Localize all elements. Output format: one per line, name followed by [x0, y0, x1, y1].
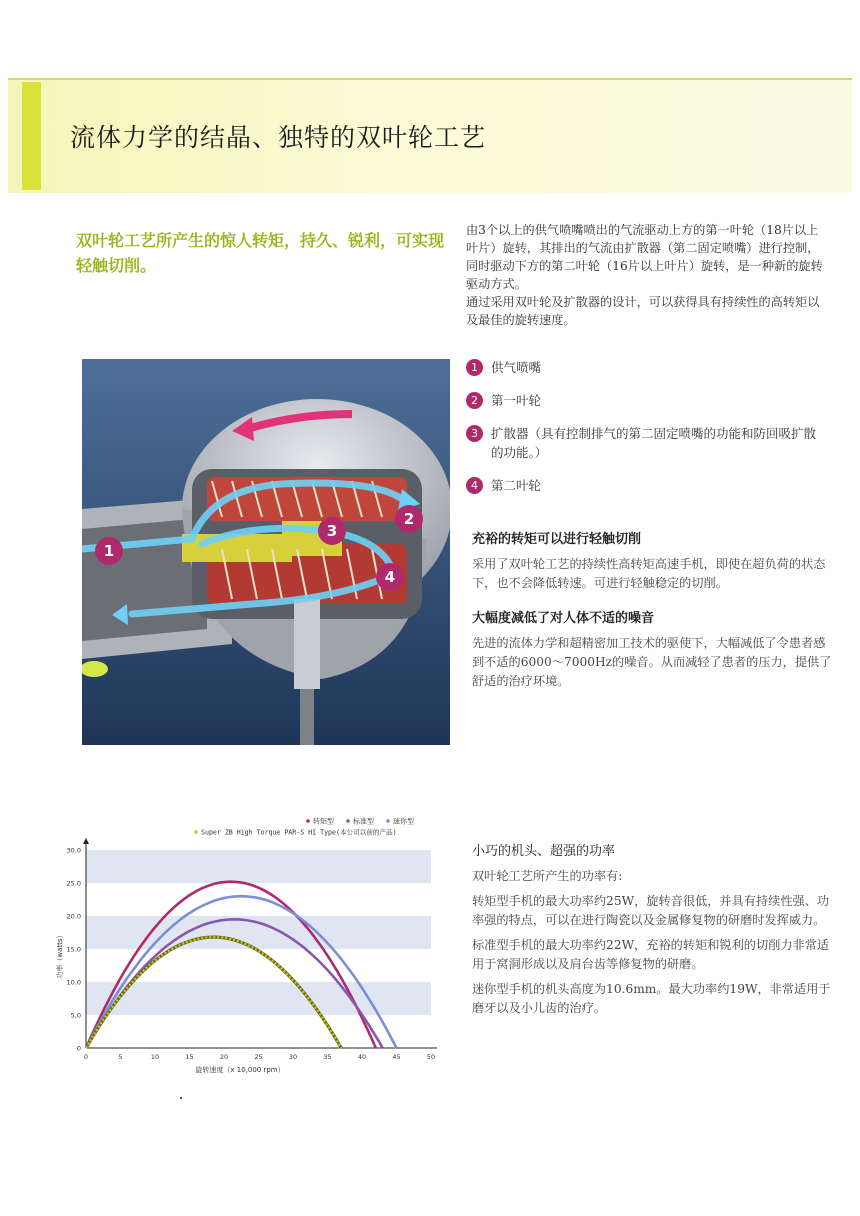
x-tick-label: 25: [254, 1053, 263, 1061]
y-tick-label: 15.0: [66, 945, 81, 954]
legend-item: [466, 358, 826, 377]
section-title: 充裕的转矩可以进行轻触切削: [472, 532, 642, 547]
section-body: 转矩型手机的最大功率约25W，旋转音很低，并具有持续性强、功率强的特点，可以在进行陶瓷以及金属修复物的研磨时发挥威力。: [472, 894, 830, 927]
number-badge: 4: [466, 477, 483, 494]
torque-section: [472, 528, 832, 593]
legend-text: 扩散器（具有控制排气的第二固定喷嘴的功能和防回吸扩散的功能。）: [491, 426, 817, 460]
intro-paragraph-1: 由3个以上的供气喷嘴喷出的气流驱动上方的第一叶轮（18片以上叶片）旋转，其排出的气流由扩散器（第二固定喷嘴）进行控制，同时驱动下方的第二叶轮（16片以上叶片）旋转，是一种新的旋转驱动方式。: [466, 223, 823, 291]
legend-dot: [346, 819, 350, 823]
section-body: 迷你型手机的机头高度为10.6mm。最大功率约19W，非常适用于磨牙以及小儿齿的治疗。: [472, 982, 831, 1015]
y-tick-label: 0: [76, 1044, 81, 1053]
x-tick-label: 35: [323, 1053, 332, 1061]
y-tick-label: 10.0: [66, 978, 81, 987]
x-tick-label: 15: [185, 1053, 194, 1061]
number-badge: 2: [466, 392, 483, 409]
y-tick-label: 5.0: [70, 1011, 81, 1020]
x-tick-label: 45: [392, 1053, 401, 1061]
y-tick-label: 25.0: [66, 879, 81, 888]
parts-legend: [466, 358, 826, 509]
legend-item: [466, 391, 826, 410]
power-section: [472, 840, 832, 1018]
x-tick-label: 40: [357, 1053, 367, 1061]
x-tick-label: 30: [288, 1053, 298, 1061]
legend-dot: [306, 819, 310, 823]
page-title: 流体力学的结晶、独特的双叶轮工艺: [70, 123, 487, 152]
section-title: 小巧的机头、超强的功率: [472, 844, 616, 859]
intro-paragraph-2: 通过采用双叶轮及扩散器的设计，可以获得具有持续性的高转矩以及最佳的旋转速度。: [466, 295, 820, 327]
legend-text: 供气喷嘴: [491, 360, 542, 375]
legend-text: 第二叶轮: [491, 478, 542, 493]
x-tick-label: 10: [150, 1053, 160, 1061]
y-tick-label: 20.0: [66, 912, 81, 921]
scan-speck: [180, 1097, 182, 1099]
y-axis-label: 功率（watts）: [56, 931, 64, 979]
y-tick-label: 30.0: [66, 846, 81, 855]
number-badge: 3: [466, 425, 483, 442]
x-tick-label: 20: [219, 1053, 229, 1061]
legend-text: 第一叶轮: [491, 393, 542, 408]
series-line-torque: [86, 882, 376, 1048]
x-axis-label: 旋转速度（x 10,000 rpm）: [195, 1066, 285, 1074]
x-tick-label: 0: [83, 1053, 89, 1061]
photo-label-1: 1: [103, 542, 115, 560]
headline: 双叶轮工艺所产生的惊人转矩，持久、锐利，可实现轻触切削。: [76, 231, 445, 275]
x-tick-label: 50: [426, 1053, 436, 1061]
power-curve-chart: [50, 810, 450, 1080]
section-body: 双叶轮工艺所产生的功率有:: [472, 869, 623, 883]
photo-label-3: 3: [326, 522, 338, 540]
grid-band: [86, 916, 431, 949]
legend-dot: [386, 819, 390, 823]
x-tick-label: 5: [118, 1053, 123, 1061]
legend-item: [466, 476, 826, 495]
handpiece-cutaway-image: [82, 359, 450, 745]
noise-section: [472, 607, 832, 691]
section-body: 采用了双叶轮工艺的持续性高转矩高速手机，即使在超负荷的状态下，也不会降低转速。可进行轻触稳定的切削。: [472, 557, 826, 590]
legend-dot: [194, 830, 198, 834]
legend-label: Super ZB High Torque PAR-S HI Type(本公司以前的产品): [201, 828, 397, 837]
photo-label-2: 2: [403, 510, 415, 528]
legend-label: 转矩型: [313, 817, 334, 826]
legend-label: 迷你型: [393, 817, 414, 826]
grid-band: [86, 850, 431, 883]
intro-text: [466, 221, 826, 329]
section-body: 标准型手机的最大功率约22W，充裕的转矩和锐利的切削力非常适用于窝洞形成以及肩台齿等修复物的研磨。: [472, 938, 830, 971]
section-body: 先进的流体力学和超精密加工技术的驱使下，大幅减低了令患者感到不适的6000～7000Hz的噪音。从而减轻了患者的压力，提供了舒适的治疗环境。: [472, 636, 832, 688]
legend-label: 标准型: [353, 817, 374, 826]
legend-item: [466, 424, 826, 462]
y-axis-arrow: [83, 838, 89, 844]
grid-band: [86, 982, 431, 1015]
photo-label-4: 4: [384, 568, 396, 586]
number-badge: 1: [466, 359, 483, 376]
header-rule: [8, 78, 852, 80]
section-title: 大幅度减低了对人体不适的噪音: [472, 611, 655, 626]
header-accent-bar: [22, 82, 41, 190]
